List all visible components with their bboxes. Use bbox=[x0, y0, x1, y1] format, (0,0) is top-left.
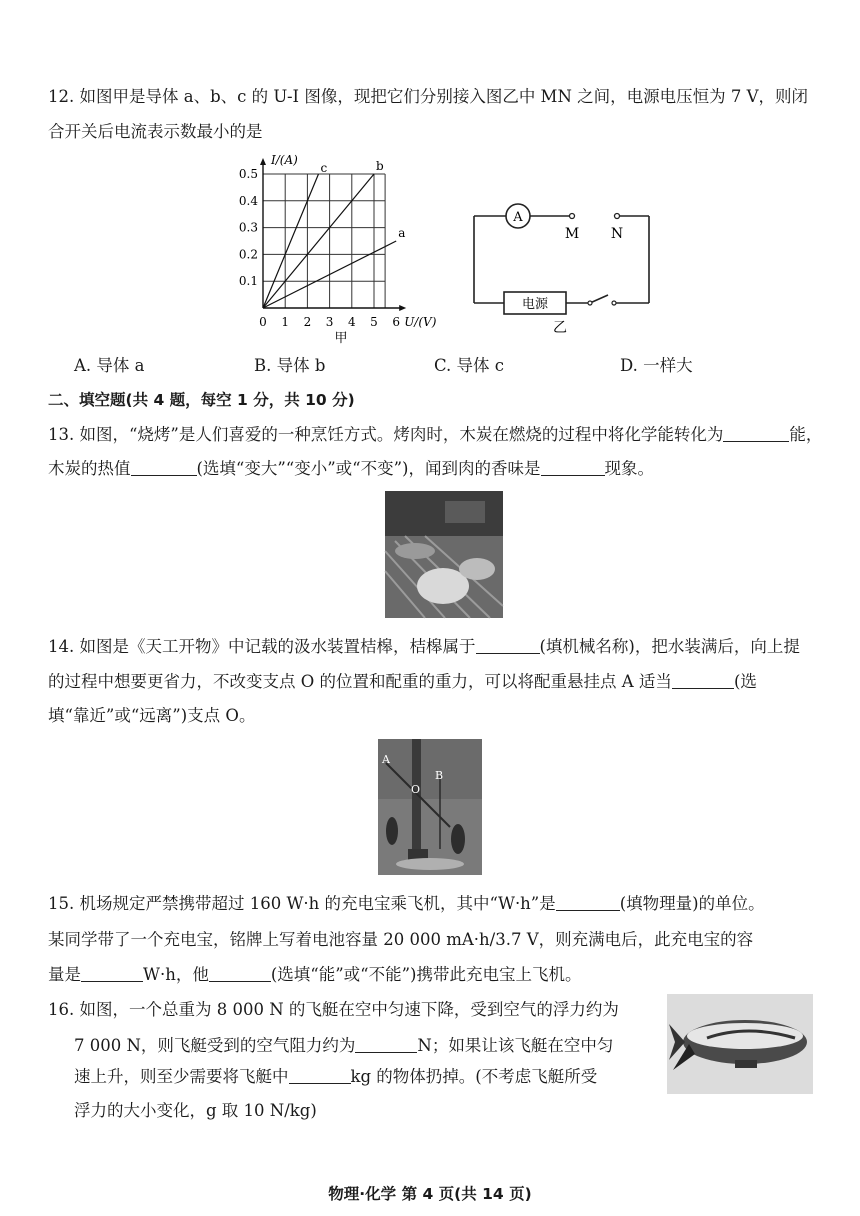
q14-line3: 填“靠近”或“远离”)支点 O。 bbox=[48, 706, 256, 725]
q13-text-1: 13. 如图，“烧烤”是人们喜爱的一种烹饪方式。烤肉时，木炭在燃烧的过程中将化学能转化为 bbox=[48, 425, 724, 444]
x-tick-label: 5 bbox=[370, 315, 378, 329]
x-tick-label: 2 bbox=[303, 315, 312, 329]
q12-stem-line1: 12. 如图甲是导体 a、b、c 的 U-I 图像，现把它们分别接入图乙中 MN 之间，电源电压恒为 7 V，则闭 bbox=[48, 87, 809, 106]
q13-blank-2[interactable] bbox=[131, 459, 197, 476]
option-b[interactable]: B. 导体 b bbox=[254, 356, 326, 375]
graph-caption: 甲 bbox=[334, 331, 348, 346]
q14-blank-1[interactable] bbox=[476, 637, 540, 654]
y-axis-arrow bbox=[260, 158, 266, 165]
q14-line1 bbox=[48, 636, 800, 658]
q15-blank-2[interactable] bbox=[81, 965, 143, 982]
q16-text-2: N；如果让该飞艇在空中匀 bbox=[417, 1036, 614, 1055]
q15-text-5: (选填“能”或“不能”)携带此充电宝上飞机。 bbox=[270, 965, 582, 984]
q14-text-4: (选 bbox=[733, 672, 757, 691]
q13-text-4: (选填“变大”“变小”或“不变”)，闻到肉的香味是 bbox=[196, 459, 541, 478]
barbecue-photo bbox=[385, 491, 503, 618]
series-label-a: a bbox=[398, 226, 406, 240]
series-label-c: c bbox=[320, 161, 328, 175]
q15-text-1: 15. 机场规定严禁携带超过 160 W·h 的充电宝乘飞机，其中“W·h”是 bbox=[48, 894, 556, 913]
q13-text-3: 木炭的热值 bbox=[48, 459, 131, 478]
q15-line3 bbox=[48, 964, 581, 986]
q16-line2 bbox=[74, 1035, 613, 1057]
q15-line2: 某同学带了一个充电宝，铭牌上写着电池容量 20 000 mA·h/3.7 V，则充满电后，此充电宝的容 bbox=[48, 930, 754, 949]
pivot-o-label: O bbox=[411, 783, 421, 796]
terminal-m-label: M bbox=[564, 226, 580, 242]
power-source-label: 电源 bbox=[521, 297, 549, 312]
q13-line1 bbox=[48, 424, 822, 446]
x-tick-label: 0 bbox=[259, 315, 267, 329]
point-b-label: B bbox=[435, 769, 444, 782]
x-axis-label: U/(V) bbox=[404, 315, 437, 329]
point-a-label: A bbox=[382, 753, 390, 766]
y-tick-label: 0.4 bbox=[238, 193, 258, 208]
series-line-b bbox=[263, 174, 374, 308]
q14-text-2: (填机械名称)，把水装满后，向上提 bbox=[539, 637, 800, 656]
ui-graph bbox=[230, 152, 437, 346]
y-axis-label: I/(A) bbox=[271, 153, 298, 167]
q15-blank-3[interactable] bbox=[209, 965, 271, 982]
q16-text-1: 7 000 N，则飞艇受到的空气阻力约为 bbox=[74, 1036, 356, 1055]
q13-text-2: 能， bbox=[789, 425, 823, 444]
q13-blank-3[interactable] bbox=[541, 459, 605, 476]
y-tick-label: 0.3 bbox=[238, 220, 258, 235]
page-footer: 物理·化学 第 4 页(共 14 页) bbox=[328, 1185, 532, 1203]
x-tick-label: 6 bbox=[392, 315, 401, 329]
switch-blade bbox=[590, 295, 608, 303]
circuit-diagram bbox=[462, 200, 662, 340]
q15-text-2: (填物理量)的单位。 bbox=[619, 894, 765, 913]
q14-line2 bbox=[48, 671, 757, 693]
q15-text-4: W·h，他 bbox=[143, 965, 209, 984]
q16-line3 bbox=[74, 1066, 597, 1088]
ammeter-label: A bbox=[513, 210, 523, 225]
x-tick-label: 1 bbox=[281, 315, 290, 329]
x-tick-label: 4 bbox=[347, 315, 356, 329]
option-d[interactable]: D. 一样大 bbox=[620, 356, 693, 375]
option-c[interactable]: C. 导体 c bbox=[434, 356, 505, 375]
ui-graph-plot bbox=[239, 153, 437, 346]
x-axis-arrow bbox=[399, 305, 406, 311]
q14-blank-2[interactable] bbox=[672, 672, 734, 689]
switch-pivot bbox=[588, 301, 592, 305]
series-line-c bbox=[263, 174, 319, 308]
q15-text-3: 量是 bbox=[48, 965, 81, 984]
terminal-m-dot bbox=[570, 214, 575, 219]
q15-line1 bbox=[48, 893, 765, 915]
y-tick-label: 0.1 bbox=[238, 274, 258, 289]
switch-contact bbox=[612, 301, 616, 305]
circuit-caption: 乙 bbox=[553, 320, 567, 336]
well-sweep-illustration bbox=[378, 739, 482, 875]
q13-text-5: 现象。 bbox=[604, 459, 654, 478]
airship-photo bbox=[667, 994, 813, 1094]
y-tick-label: 0.5 bbox=[238, 167, 258, 181]
q16-line4: 浮力的大小变化，g 取 10 N/kg) bbox=[74, 1101, 317, 1120]
q16-blank-2[interactable] bbox=[289, 1067, 351, 1084]
option-a[interactable]: A. 导体 a bbox=[74, 356, 145, 375]
q12-stem-line2: 合开关后电流表示数最小的是 bbox=[48, 122, 263, 141]
q13-blank-1[interactable] bbox=[723, 425, 789, 442]
terminal-n-label: N bbox=[610, 226, 624, 242]
q14-text-3: 的过程中想要更省力，不改变支点 O 的位置和配重的重力，可以将配重悬挂点 A 适当 bbox=[48, 672, 672, 691]
section-heading: 二、填空题(共 4 题，每空 1 分，共 10 分) bbox=[48, 391, 355, 409]
q15-blank-1[interactable] bbox=[556, 894, 620, 911]
q16-text-4: kg 的物体扔掉。(不考虑飞艇所受 bbox=[350, 1067, 598, 1086]
y-tick-label: 0.2 bbox=[238, 247, 258, 262]
q16-blank-1[interactable] bbox=[355, 1036, 417, 1053]
q16-text-3: 速上升，则至少需要将飞艇中 bbox=[74, 1067, 289, 1086]
q14-text-1: 14. 如图是《天工开物》中记载的汲水装置桔槔，桔槔属于 bbox=[48, 637, 476, 656]
series-label-b: b bbox=[376, 159, 384, 173]
q13-line2 bbox=[48, 458, 654, 480]
x-tick-label: 3 bbox=[325, 315, 334, 329]
q16-line1: 16. 如图，一个总重为 8 000 N 的飞艇在空中匀速下降，受到空气的浮力约为 bbox=[48, 1000, 619, 1019]
terminal-n-dot bbox=[615, 214, 620, 219]
